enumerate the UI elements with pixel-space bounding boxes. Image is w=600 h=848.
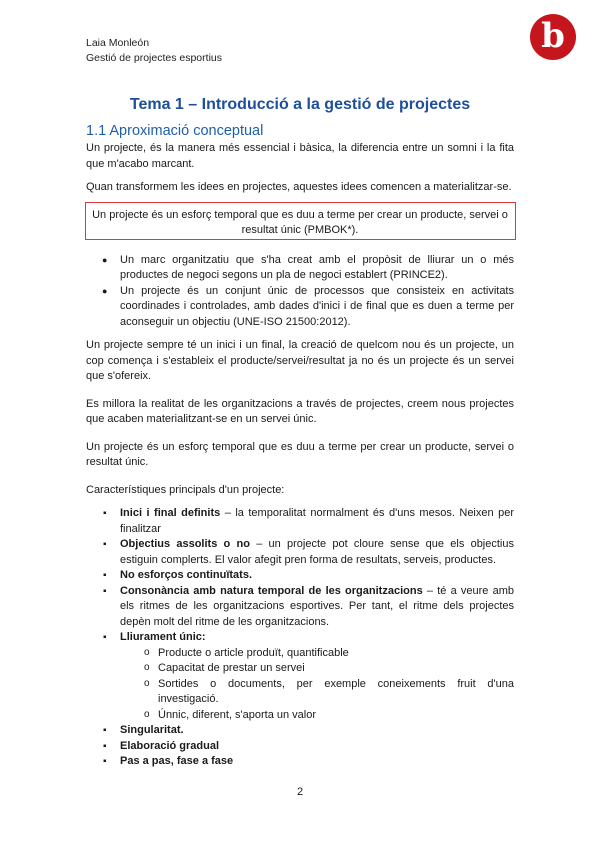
page-title: Tema 1 – Introducció a la gestió de projectes	[129, 96, 471, 113]
item-title: Singularitat.	[120, 724, 184, 736]
list-item	[86, 754, 514, 770]
item-title: Inici i final definits	[120, 507, 221, 519]
definition-text: Un projecte és un esforç temporal que es duu a terme per crear un producte, servei o resultat únic (PMBOK*).	[92, 208, 508, 236]
item-text: – un projecte pot cloure sense que els objectius estiguin complerts. El valor afegit pren forma de resultats, serveis, productes.	[120, 538, 514, 566]
document-body	[86, 94, 514, 770]
item-title: Lliurament únic:	[120, 631, 206, 643]
list-item	[86, 506, 514, 537]
paragraph: Quan transformem les idees en projectes, aquestes idees comencen a materialitzar-se.	[86, 181, 512, 193]
sub-list-item: o Capacitat de prestar un servei	[120, 661, 514, 677]
list-item	[86, 584, 514, 631]
list-item	[86, 568, 514, 584]
paragraph: Un projecte sempre té un inici i un final, la creació de quelcom nou és un projecte, un cop comença i s'estableix el producte/servei/resultat ja no és un projecte és un servei que s'ofereix.	[86, 339, 514, 382]
paragraph: Un projecte, és la manera més essencial i bàsica, la diferencia entre un somni i la fita que m'acabo marcant.	[86, 142, 514, 170]
item-text: – té a veure amb els ritmes de les organitzacions esportives. Per tant, el ritme dels projectes depèn molt del ritme de les organitzacions.	[120, 584, 514, 628]
item-title: Objectius assolits o no	[120, 538, 250, 550]
page-number: 2	[296, 786, 304, 798]
list-item	[86, 723, 514, 739]
highlight-box	[85, 202, 516, 240]
highlighted-definition	[86, 208, 514, 239]
list-item	[86, 630, 514, 723]
sub-list-item: o Producte o article produït, quantificable	[120, 646, 514, 662]
paragraph: Un projecte és un esforç temporal que es duu a terme per crear un producte, servei o resultat únic.	[86, 440, 514, 468]
list-item: ● Un marc organitzatiu que s'ha creat amb el propòsit de lliurar un o més productes de negoci segons un pla de negoci establert (PRINCE2).	[86, 253, 514, 284]
item-title: No esforços continuïtats.	[120, 569, 253, 581]
course-name: Gestió de projectes esportius	[86, 52, 222, 64]
paragraph: Característiques principals d'un projecte:	[86, 483, 285, 496]
sub-list-item: o Sortides o documents, per exemple coneixements fruit d'una investigació.	[120, 677, 514, 708]
item-text: – la temporalitat normalment és d'uns mesos. Neixen per finalitzar	[120, 507, 514, 535]
section-heading: 1.1 Aproximació conceptual	[86, 123, 264, 139]
list-item	[86, 739, 514, 755]
deliverables-list	[120, 646, 514, 724]
page-header	[86, 36, 222, 66]
item-title: Pas a pas, fase a fase	[120, 755, 234, 767]
sub-list-item: o Únnic, diferent, s'aporta un valor	[120, 708, 514, 724]
characteristics-list	[86, 506, 514, 770]
definitions-list	[86, 253, 514, 331]
list-item: ● Un projecte és un conjunt únic de processos que consisteix en activitats coordinades i controlades, amb dades d'inici i de final que es duen a terme per aconseguir un objectiu (UNE-ISO 21500:2012).	[86, 284, 514, 331]
author-name: Laia Monleón	[86, 37, 150, 49]
university-logo: b	[530, 14, 576, 60]
paragraph: Es millora la realitat de les organitzacions a través de projectes, creem nous projectes que acaben materialitzant-se en un servei únic.	[86, 397, 514, 425]
item-title: Consonància amb natura temporal de les organitzacions	[120, 584, 423, 597]
item-title: Elaboració gradual	[120, 739, 220, 752]
list-item	[86, 537, 514, 568]
